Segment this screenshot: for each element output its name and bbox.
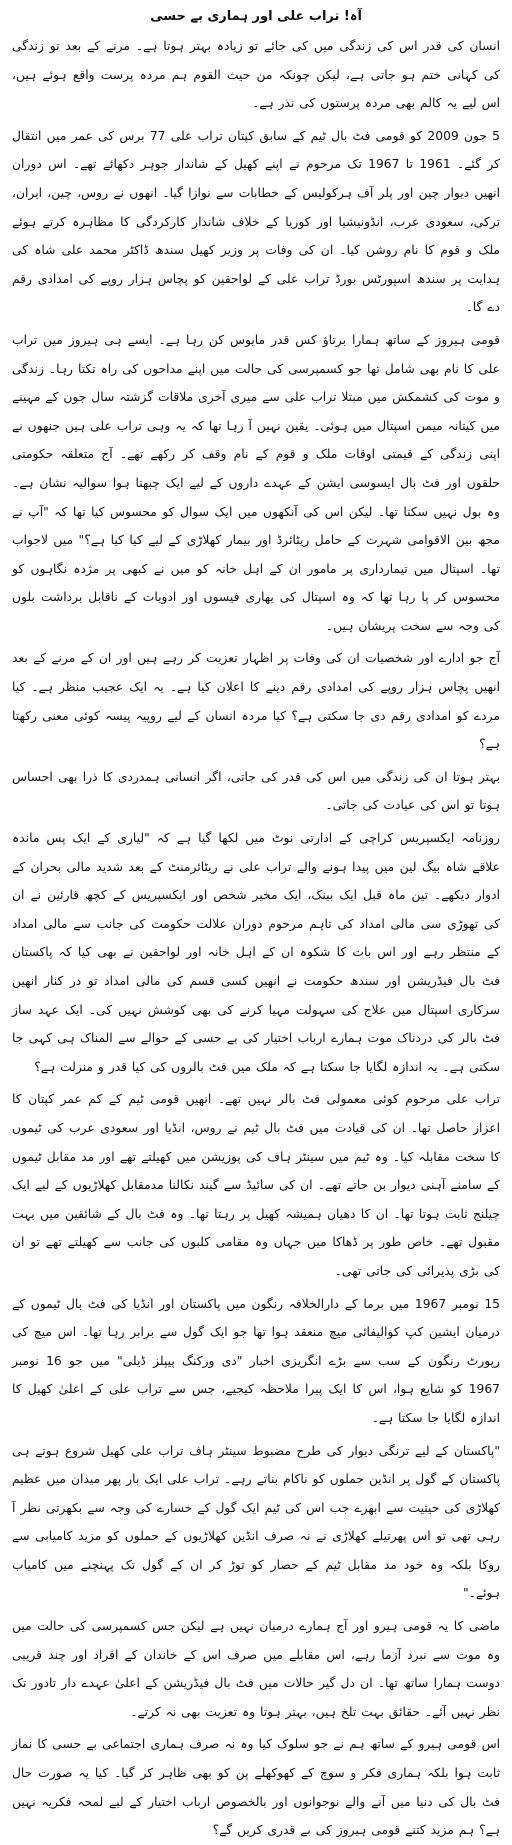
paragraph-3: قومی ہیروز کے ساتھ ہمارا برتاؤ کس قدر مایوس کن رہا ہے۔ ایسے ہی ہیروز میں تراب علی کا نام بھی شامل تھا جو کسمپرسی کی حالت میں اپنے مداحوں کی راہ تکتا رہا۔ زندگی و موت کی کشمکش میں مبتلا تراب علی سے میری آخری ملاقات گزشتہ سال جون کے مہینے میں کیتانہ میمن اسپتال میں ہوئی۔ یقین نہیں آ رہا تھا کہ یہ وہی تراب علی ہیں جنھوں نے اپنی زندگی کے قیمتی اوقات ملک و قوم کے نام وقف کر رکھے تھے۔ آج متعلقہ حکومتی حلقوں اور فٹ بال ایسوسی ایشن کے عہدے داروں کے لیے ایک چبھتا ہوا سوالیہ نشان ہے۔ وہ بول نہیں سکتا تھا۔ لیکن اس کی آنکھوں میں ایک سوال کو محسوس کیا تھا کہ "آپ نے مجھ بین الاقوامی شہرت کے حامل ریٹائرڈ اور بیمار کھلاڑی کے لیے کیا کیا ہے؟" میں لاجواب تھا۔ اسپتال میں تیمارداری پر مامور ان کے اہل خانہ کو میں نے کبھی پر مژدہ نگاہوں کو محسوس کر پا رہا تھا کہ وہ اسپتال کی بھاری فیسوں اور ادویات کے ناقابل برداشت بلوں کی وجہ سے سخت پریشان ہیں۔ (12, 332, 500, 633)
paragraph-6: روزنامہ ایکسپریس کراچی کے ادارتی نوٹ میں لکھا گیا ہے کہ "لیاری کے ایک پس ماندہ علاقے شاہ بیگ لین میں پیدا ہونے والے تراب علی نے ریٹائرمنٹ کے بعد شدید مالی بحران کے ادوار دیکھے۔ تین ماہ قبل ایک بینک، ایک مخیر شخص اور ایکسپریس کے کچھ قارئین نے ان کی تھوڑی سی مالی امداد کی تاہم مرحوم دوران علالت حکومت کی جانب سے مالی امداد کے منتظر رہے اور اس بات کا شکوہ ان کے اہل خانہ اور لواحقین نے بھی کیا کہ پاکستان فٹ بال فیڈریشن اور سندھ حکومت نے انھیں کسی قسم کی مالی امداد تو در کنار انھیں سرکاری اسپتال میں علاج کی سہولت مہیا کرنے کی بھی کوشش نہیں کی۔ ایک عہد ساز فٹ بالر کی دردناک موت ہمارے ارباب اختیار کی بے حسی کے حوالے سے المناک ہی کہی جا سکتی ہے۔ یہ اندازہ لگایا جا سکتا ہے کہ ملک میں فٹ بالروں کی کیا قدر و منزلت ہے؟ (12, 831, 500, 1074)
paragraph-11: اس قومی ہیرو کے ساتھ ہم نے جو سلوک کیا وہ نہ صرف ہماری اجتماعی بے حسی کا نماز ثابت ہوا بلکہ ہماری فکر و سوچ کے کھوکھلے پن کو بھی ظاہر کر گیا۔ کیا یہ صورت حال فٹ بال کی دنیا میں آنے والے نوجوانوں اور بالخصوص ارباب اختیار کے لیے لمحہ فکریہ نہیں ہے؟ ہم مزید کتنے قومی ہیروز کی بے قدری کریں گے؟ (12, 1737, 500, 1838)
paragraph-10: ماضی کا یہ قومی ہیرو اور آج ہمارے درمیان نہیں ہے لیکن جس کسمپرسی کی حالت میں وہ موت سے نبرد آزما رہے، اس مقابلے میں صرف اس کے خاندان کے افراد اور چند قریبی دوست ہمارا ساتھ تھا۔ ان دل گیر حالات میں فٹ بال فیڈریشن کے اعلیٰ عہدے دار تادور تک نظر نہیں آئے۔ حقائق بہت تلخ ہیں، بہتر ہوتا وہ تعزیت بھی نہ کرتے۔ (12, 1619, 500, 1719)
paragraph-7: تراب علی مرحوم کوئی معمولی فٹ بالر نہیں تھے۔ انھیں قومی ٹیم کے کم عمر کپتان کا اعزاز حاصل تھا۔ ان کی قیادت میں فٹ بال ٹیم نے روس، انڈیا اور سعودی عرب کی ٹیموں کا سخت مقابلہ کیا۔ وہ ٹیم میں سینٹر ہاف کی پوزیشن میں کھیلتے تھے اور مد مقابل ٹیموں کے سامنے آہنی دیوار بن جاتے تھے۔ ان کی سائیڈ سے گیند نکالنا مدمقابل کھلاڑیوں کے لیے ایک چیلنج ثابت ہوتا تھا۔ ان کا دھیان ہمیشہ کھیل پر رہتا تھا۔ وہ فٹ بال کے شائقین میں بہت مقبول تھے۔ خاص طور پر ڈھاکا میں جہاں وہ مقامی کلبوں کی جانب سے کھیلتے تھے تو ان کی بڑی پذیرائی کی جاتی تھی۔ (12, 1092, 500, 1278)
paragraph-9: "پاکستان کے لیے ترنگی دیوار کی طرح مضبوط سینٹر ہاف تراب علی کھیل شروع ہوتے ہی پاکستان کے گول پر انڈین حملوں کو ناکام بناتے رہے۔ تراب علی ایک بار پھر میدان میں عظیم کھلاڑی کی حیثیت سے ابھرے جب اس کی ٹیم ایک گول کے خسارے کی وجہ سے بکھرتی نظر آ رہی تھی تو اس پھرتیلے کھلاڑی نے نہ صرف انڈین کھلاڑیوں کے حملوں کو مزید کامیابی سے روکا بلکہ وہ خود مد مقابل ٹیم کے حصار کو توڑ کر ان کے گول تک پہنچنے میں کامیاب ہوئے۔" (12, 1443, 500, 1601)
paragraph-2: 5 جون 2009 کو قومی فٹ بال ٹیم کے سابق کپتان تراب علی 77 برس کی عمر میں انتقال کر گئے۔ 1961 تا 1967 تک مرحوم نے اپنے کھیل کے شاندار جوہر دکھائے تھے۔ اس دوران انھیں دیوار چین اور پلر آف ہرکولیس کے خطابات سے نوازا گیا۔ انھوں نے روس، چین، ایران، ترکی، سعودی عرب، انڈونیشیا اور کوریا کے خلاف شاندار کارکردگی کا مظاہرہ کرتے ہوئے ملک و قوم کا نام روشن کیا۔ ان کی وفات پر وزیر کھیل سندھ ڈاکٹر محمد علی شاہ کی ہدایت پر سندھ اسپورٹس بورڈ تراب علی کے لواحقین کو پچاس ہزار روپے کی امدادی رقم دے گا۔ (12, 128, 500, 315)
paragraph-1: انسان کی قدر اس کی زندگی میں کی جائے تو زیادہ بہتر ہوتا ہے۔ مرنے کے بعد تو زندگی کی کہانی ختم ہو جاتی ہے، لیکن چونکہ من حیث القوم ہم مردہ پرست واقع ہوئے ہیں، اس لیے یہ کالم بھی مردہ پرستوں کی نذر ہے۔ (12, 39, 500, 111)
paragraph-4: آج جو ادارے اور شخصیات ان کی وفات پر اظہار تعزیت کر رہے ہیں اور ان کے مرنے کے بعد انھیں پچاس ہزار روپے کی امدادی رقم دینے کا اعلان کیا ہے۔ یہ ایک عجیب منظر ہے۔ کیا مردے کو امدادی رقم دی جا سکتی ہے؟ کیا مردہ انسان کے لیے روپیہ پیسہ کوئی معنی رکھتا ہے؟ (12, 651, 500, 752)
article-title: آہ! تراب علی اور ہماری بے حسی (150, 9, 362, 24)
paragraph-8: 15 نومبر 1967 میں برما کے دارالخلافہ رنگون میں پاکستان اور انڈیا کی فٹ بال ٹیموں کے درمیان ایشین کپ کوالیفائی میچ منعقد ہوا تھا جو ایک گول سے برابر رہا تھا۔ اس میچ کی رپورٹ رنگون کے سب سے بڑے انگریزی اخبار "دی ورکنگ پیپلز ڈیلی" میں جو 16 نومبر 1967 کو شایع ہوا، اس کا ایک پیرا ملاحظہ کیجیے، جس سے تراب علی کے اعلیٰ کھیل کا اندازہ لگایا جا سکتا ہے۔ (12, 1296, 500, 1425)
paragraph-5: بہتر ہوتا ان کی زندگی میں اس کی قدر کی جاتی، اگر انسانی ہمدردی کا ذرا بھی احساس ہوتا تو اس کی عیادت کی جاتی۔ (12, 769, 500, 813)
